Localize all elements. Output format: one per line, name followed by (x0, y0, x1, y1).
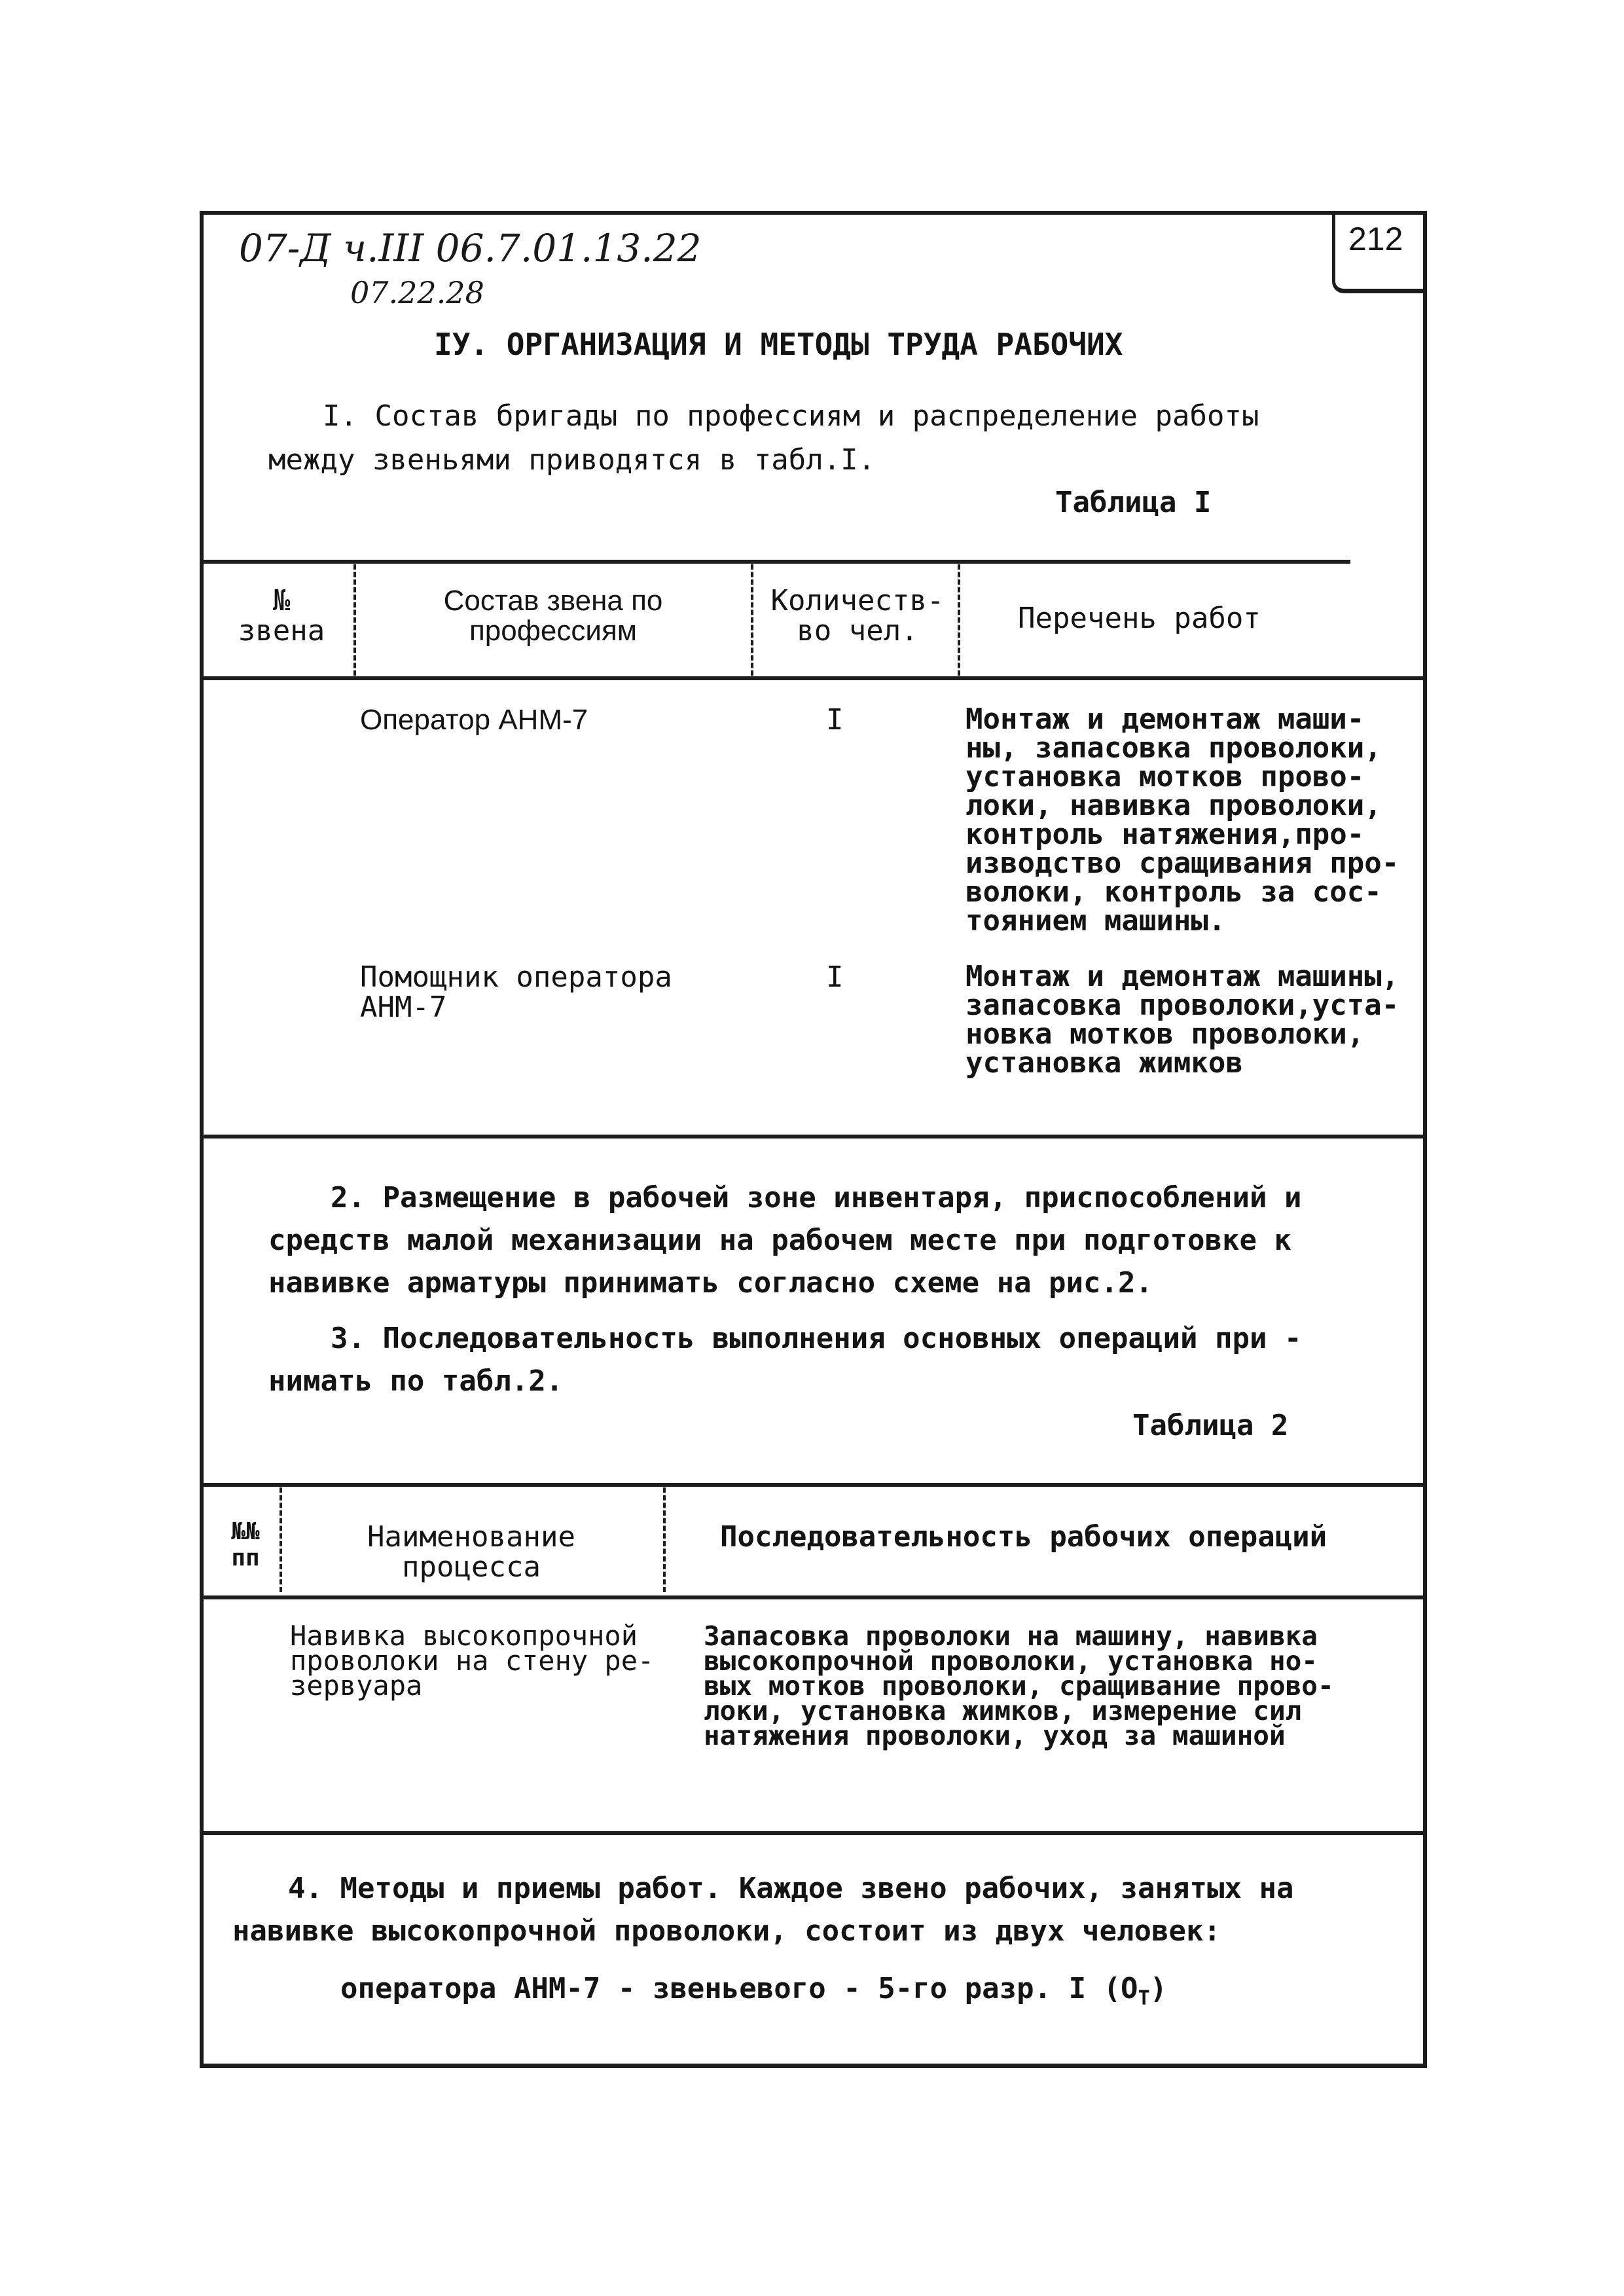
paragraph-1-line-2: между звеньями приводятся в табл.I. (268, 443, 876, 477)
table-2-top-rule (202, 1483, 1423, 1487)
paragraph-1-line-1: I. Состав бригады по профессиям и распределение работы (323, 399, 1259, 433)
page-frame (200, 211, 1427, 2068)
table-2-header-process: Наименование процесса (367, 1520, 575, 1584)
table-2-header-operations: Последовательность рабочих операций (720, 1520, 1327, 1554)
paragraph-4-line-3 (340, 1967, 1167, 2020)
table-1-caption: Таблица I (1055, 486, 1212, 519)
table-1-divider-3 (958, 564, 960, 676)
table-1-row-2-work: Монтаж и демонтаж машины, запасовка проволоки,уста- новка мотков проволоки, установка жимков (965, 960, 1399, 1080)
paragraph-3-line-1: 3. Последовательность выполнения основных операций при - (331, 1322, 1302, 1355)
table-1-divider-1 (353, 564, 356, 676)
table-2-header-rule (202, 1595, 1423, 1599)
table-1-row-1-work: Монтаж и демонтаж маши- ны, запасовка проволоки, установка мотков прово- локи, навивка проволоки, контроль натяжения,про- изводство сращивания про- волоки, контроль за сос- тоянием машины. (965, 702, 1399, 938)
table-2-caption: Таблица 2 (1132, 1409, 1289, 1442)
paragraph-4-line-1: 4. Методы и приемы работ. Каждое звено рабочих, занятых на (288, 1872, 1294, 1905)
table-1-row-2-count: I (826, 960, 844, 994)
table-2-bottom-rule (202, 1831, 1423, 1835)
paragraph-4-line-3-subscript: Т (1138, 1986, 1150, 2010)
table-1-header-number: № звена (238, 584, 325, 647)
table-2-divider-1 (280, 1487, 282, 1592)
table-2-row-process: Навивка высокопрочной проволоки на стену ре- зервуара (290, 1620, 655, 1702)
paragraph-2-line-2: средств малой механизации на рабочем месте при подготовке к (268, 1224, 1291, 1257)
table-1-header-profession: Состав звена по профессиям (443, 585, 663, 647)
table-1-row-2-profession: Помощник оператора АНМ-7 (360, 960, 672, 1024)
table-1-header-count: Количеств- во чел. (770, 584, 945, 647)
table-1-divider-2 (751, 564, 753, 676)
table-1-top-rule (202, 560, 1350, 564)
doc-code-line2: 07.22.28 (350, 275, 484, 310)
table-2-row-operations: Запасовка проволоки на машину, навивка высокопрочной проволоки, установка но- вых мотков проволоки, сращивание прово- локи, установка жимков, измерение сил натяжения проволоки, уход за машиной (704, 1620, 1334, 1751)
table-1-header-rule (202, 676, 1423, 680)
paragraph-3-line-2: нимать по табл.2. (268, 1364, 564, 1398)
paragraph-4-line-3-end: ) (1149, 1972, 1168, 2005)
table-2-header-number: №№ пп (231, 1518, 260, 1571)
paragraph-2-line-1: 2. Размещение в рабочей зоне инвентаря, приспособлений и (331, 1181, 1302, 1214)
table-2-divider-2 (663, 1487, 666, 1592)
table-1-row-1-profession: Оператор АНМ-7 (360, 704, 588, 736)
table-1-row-1-count: I (826, 703, 844, 737)
paragraph-4-line-2: навивке высокопрочной проволоки, состоит из двух человек: (232, 1914, 1221, 1948)
table-1-header-work: Перечень работ (1018, 602, 1261, 635)
sheet-number: 212 (1348, 221, 1403, 257)
table-1-bottom-rule (202, 1135, 1423, 1139)
section-title: IУ. ОРГАНИЗАЦИЯ И МЕТОДЫ ТРУДА РАБОЧИХ (434, 327, 1123, 362)
paragraph-2-line-3: навивке арматуры принимать согласно схеме на рис.2. (268, 1266, 1153, 1300)
doc-code-line1: 07-Д ч.III 06.7.01.13.22 (239, 226, 702, 270)
paragraph-4-line-3-text: оператора АНМ-7 - звеньевого - 5-го разр. I (О (340, 1972, 1138, 2005)
